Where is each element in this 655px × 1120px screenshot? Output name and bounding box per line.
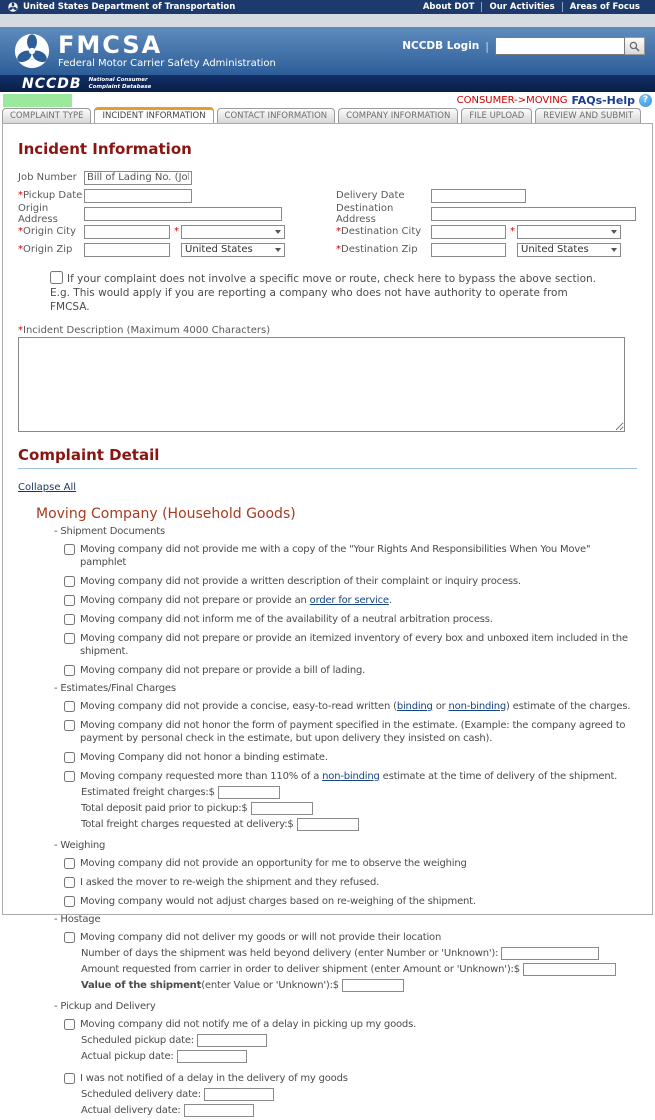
reweigh-refused-checkbox[interactable]	[64, 877, 75, 888]
form-of-payment-checkbox[interactable]	[64, 720, 75, 731]
complaint-item	[64, 857, 637, 870]
site-search-input[interactable]	[495, 37, 625, 55]
tab-contact-information[interactable]: CONTACT INFORMATION	[217, 108, 336, 123]
bypass-row	[50, 271, 610, 315]
written-description-checkbox[interactable]	[64, 576, 75, 587]
job-number-input[interactable]	[84, 171, 192, 185]
pickup-delay-checkbox[interactable]	[64, 1019, 75, 1030]
subfield-row: Value of the shipment (enter Value or 'Unknown'): $	[81, 979, 637, 992]
actual-pickup-date-input[interactable]	[177, 1050, 247, 1063]
section-divider	[18, 468, 637, 469]
freight-at-delivery-input[interactable]	[297, 818, 359, 831]
tab-complaint-type[interactable]: COMPLAINT TYPE	[2, 108, 91, 123]
origin-country-select[interactable]: United States	[181, 243, 285, 257]
destination-address-label: Destination Address	[336, 202, 394, 225]
subfield-row: Number of days the shipment was held beyond delivery (enter Number or 'Unknown'):	[81, 947, 637, 960]
complaint-text: Moving company did not prepare or provide a bill of lading.	[80, 664, 366, 676]
bypass-text: If your complaint does not involve a specific move or route, check here to bypass the above section. E.g. This would apply if you are reporting a company who does not have authority to operate from FMCSA.	[50, 273, 596, 314]
destination-state-select[interactable]	[517, 225, 621, 239]
destination-country-select[interactable]: United States	[517, 243, 621, 257]
complaint-item	[64, 1072, 637, 1120]
link-areas-of-focus[interactable]: Areas of Focus	[562, 2, 647, 12]
complaint-text: Moving company did not deliver my goods or will not provide their location Number of days the shipment was held beyond delivery (enter Number or 'Unknown'): Amount requested from carrier in order to deliver shipment (enter Amount or 'Unknown'): $ Value of the shipment (enter Value or 'Unknown'): $	[80, 931, 637, 995]
job-number-label: Job Number	[18, 172, 77, 183]
chevron-down-icon	[611, 230, 617, 234]
arbitration-checkbox[interactable]	[64, 614, 75, 625]
complaint-item	[64, 575, 637, 588]
written-estimate-checkbox[interactable]	[64, 701, 75, 712]
chevron-down-icon	[611, 248, 617, 252]
tab-incident-information[interactable]: INCIDENT INFORMATION	[94, 107, 213, 123]
complaint-item	[64, 594, 637, 607]
collapse-all-link[interactable]: Collapse All	[18, 481, 77, 493]
total-deposit-input[interactable]	[251, 802, 313, 815]
complaint-groups	[54, 526, 637, 1120]
complaint-text: I asked the mover to re-weigh the shipment and they refused.	[80, 876, 380, 888]
tab-panel-incident-information	[2, 123, 653, 1116]
adjust-charges-checkbox[interactable]	[64, 896, 75, 907]
chevron-down-icon	[275, 248, 281, 252]
nccdb-logo-text: NCCDB	[22, 75, 82, 92]
complaint-text: Moving company did not notify me of a delay in picking up my goods. Scheduled pickup date: Actual pickup date:	[80, 1018, 637, 1066]
destination-city-label: *Destination City	[336, 226, 422, 237]
progress-green-box	[3, 94, 72, 107]
tab-review-and-submit[interactable]: REVIEW AND SUBMIT	[535, 108, 641, 123]
login-divider: |	[485, 39, 489, 53]
group-toggle-weighing[interactable]: - Weighing	[54, 839, 106, 851]
complaint-item	[64, 751, 637, 764]
non-binding-link[interactable]: non-binding	[322, 770, 380, 782]
dot-logo-icon	[8, 2, 18, 12]
header-divider-band	[0, 14, 655, 27]
estimated-freight-charges-input[interactable]	[218, 786, 280, 799]
pickup-date-input[interactable]	[84, 189, 192, 203]
scheduled-delivery-date-input[interactable]	[204, 1088, 274, 1101]
fmcsa-logo-text: FMCSA	[58, 31, 163, 59]
order-for-service-link[interactable]: order for service	[309, 594, 389, 606]
complaint-item	[64, 895, 637, 908]
binding-link[interactable]: binding	[396, 700, 433, 712]
origin-city-label: *Origin City	[18, 226, 77, 237]
scheduled-pickup-date-input[interactable]	[197, 1034, 267, 1047]
subfield-row: Total freight charges requested at delivery: $	[81, 818, 637, 831]
amount-requested-input[interactable]	[523, 963, 616, 976]
incident-description-textarea[interactable]	[18, 337, 625, 432]
group-toggle-shipment-documents[interactable]: - Shipment Documents	[54, 525, 165, 537]
delivery-date-label: Delivery Date	[336, 190, 405, 201]
subfield-row: Estimated freight charges: $	[81, 786, 637, 799]
complaint-item	[64, 770, 637, 834]
fmcsa-banner	[0, 27, 655, 75]
complaint-item	[64, 931, 637, 995]
search-button[interactable]	[625, 37, 645, 55]
tab-company-information[interactable]: COMPANY INFORMATION	[338, 108, 458, 123]
subfield-row: Scheduled pickup date:	[81, 1034, 637, 1047]
tab-file-upload[interactable]: FILE UPLOAD	[461, 108, 532, 123]
subfield-row: Total deposit paid prior to pickup: $	[81, 802, 637, 815]
faqs-help-link[interactable]: FAQs-Help	[571, 93, 635, 107]
destination-city-input[interactable]	[431, 225, 506, 239]
nccdb-bar	[0, 75, 655, 92]
nccdb-login-link[interactable]: NCCDB Login	[402, 40, 480, 52]
delivery-date-input[interactable]	[431, 189, 526, 203]
complaint-item	[64, 543, 637, 569]
link-about-dot[interactable]: About DOT	[422, 2, 475, 12]
complaint-item	[64, 613, 637, 626]
complaint-text: Moving company requested more than 110% of a non-binding estimate at the time of delivery of the shipment. Estimated freight charges: $ Total deposit paid prior to pickup: $ Total freight charges requested at delivery: $	[80, 770, 637, 834]
complaint-text: Moving company did not provide an opportunity for me to observe the weighing	[80, 857, 467, 869]
origin-state-select[interactable]	[181, 225, 285, 239]
subfield-row: Scheduled delivery date:	[81, 1088, 637, 1101]
breadcrumb-strip	[0, 92, 655, 108]
moving-company-section-title: Moving Company (Household Goods)	[36, 505, 296, 522]
complaint-text: Moving Company did not honor a binding estimate.	[80, 751, 328, 763]
fmcsa-subtitle: Federal Motor Carrier Safety Administration	[58, 58, 276, 69]
complaint-text: Moving company did not provide a written description of their complaint or inquiry process.	[80, 575, 521, 587]
destination-zip-input[interactable]	[431, 243, 506, 257]
delivery-delay-checkbox[interactable]	[64, 1073, 75, 1084]
days-held-input[interactable]	[501, 947, 599, 960]
origin-address-label: Origin Address	[18, 202, 58, 225]
order-for-service-checkbox[interactable]	[64, 595, 75, 606]
shipment-value-input[interactable]	[342, 979, 404, 992]
agency-name: United States Department of Transportation	[23, 2, 236, 12]
bypass-checkbox[interactable]	[50, 271, 63, 284]
breadcrumb: CONSUMER->MOVING	[456, 94, 568, 106]
wizard-tabs	[0, 108, 655, 123]
observe-weighing-checkbox[interactable]	[64, 858, 75, 869]
complaint-item	[64, 876, 637, 889]
itemized-inventory-checkbox[interactable]	[64, 633, 75, 644]
link-our-activities[interactable]: Our Activities	[481, 2, 561, 12]
complaint-item	[64, 700, 637, 713]
origin-city-input[interactable]	[84, 225, 170, 239]
complaint-item	[64, 664, 637, 677]
group-toggle-pickup-delivery[interactable]: - Pickup and Delivery	[54, 1000, 156, 1012]
non-binding-link[interactable]: non-binding	[448, 700, 506, 712]
pamphlet-checkbox[interactable]	[64, 544, 75, 555]
complaint-text: Moving company did not honor the form of payment specified in the estimate. (Example: the company agreed to payment by personal check in the estimate, but upon delivery they insisted on cash).	[80, 719, 626, 744]
nccdb-tagline: National Consumer Complaint Database	[88, 77, 152, 90]
group-toggle-hostage[interactable]: - Hostage	[54, 913, 101, 925]
help-icon[interactable]: ?	[639, 94, 652, 107]
dot-topbar	[0, 0, 655, 14]
subfield-row: Amount requested from carrier in order to deliver shipment (enter Amount or 'Unknown'): $	[81, 963, 637, 976]
subfield-row: Actual pickup date:	[81, 1050, 637, 1063]
complaint-text: I was not notified of a delay in the delivery of my goods Scheduled delivery date: Actual delivery date:	[80, 1072, 637, 1120]
subfield-row: Actual delivery date:	[81, 1104, 637, 1117]
fmcsa-triskelion-icon	[14, 33, 50, 69]
origin-zip-input[interactable]	[84, 243, 170, 257]
goods-not-delivered-checkbox[interactable]	[64, 932, 75, 943]
complaint-text: Moving company did not prepare or provide an itemized inventory of every box and unboxed item included in the shipment.	[80, 632, 628, 657]
complaint-text: Moving company would not adjust charges based on re-weighing of the shipment.	[80, 895, 476, 907]
complaint-item	[64, 719, 637, 745]
complaint-detail-title: Complaint Detail	[18, 445, 160, 464]
actual-delivery-date-input[interactable]	[184, 1104, 254, 1117]
complaint-text: Moving company did not provide me with a copy of the "Your Rights And Responsibilities When You Move" pamphlet	[80, 543, 591, 568]
destination-zip-label: *Destination Zip	[336, 244, 418, 255]
destination-address-input[interactable]	[431, 207, 636, 221]
complaint-item	[64, 1018, 637, 1066]
over-110-percent-checkbox[interactable]	[64, 771, 75, 782]
page-title: Incident Information	[18, 140, 192, 158]
complaint-text: Moving company did not provide a concise, easy-to-read written (binding or non-binding) estimate of the charges.	[80, 700, 631, 712]
origin-address-input[interactable]	[84, 207, 282, 221]
bill-of-lading-checkbox[interactable]	[64, 665, 75, 676]
pickup-date-label: *Pickup Date	[18, 190, 83, 201]
incident-form: Job Number Bill of Lading No. (Job #) *Pickup Date Origin Address *Origin City * *Origin Zip United States Delivery Date Destination Address *Destination City * *Destination Zip United States	[18, 170, 637, 257]
origin-zip-label: *Origin Zip	[18, 244, 73, 255]
complaint-text: Moving company did not inform me of the availability of a neutral arbitration process.	[80, 613, 493, 625]
complaint-text: Moving company did not prepare or provide an order for service.	[80, 594, 392, 606]
binding-estimate-checkbox[interactable]	[64, 752, 75, 763]
incident-description-label: *Incident Description (Maximum 4000 Characters)	[18, 324, 271, 336]
search-icon	[629, 41, 640, 52]
chevron-down-icon	[275, 230, 281, 234]
complaint-item	[64, 632, 637, 658]
group-toggle-estimates[interactable]: - Estimates/Final Charges	[54, 682, 176, 694]
